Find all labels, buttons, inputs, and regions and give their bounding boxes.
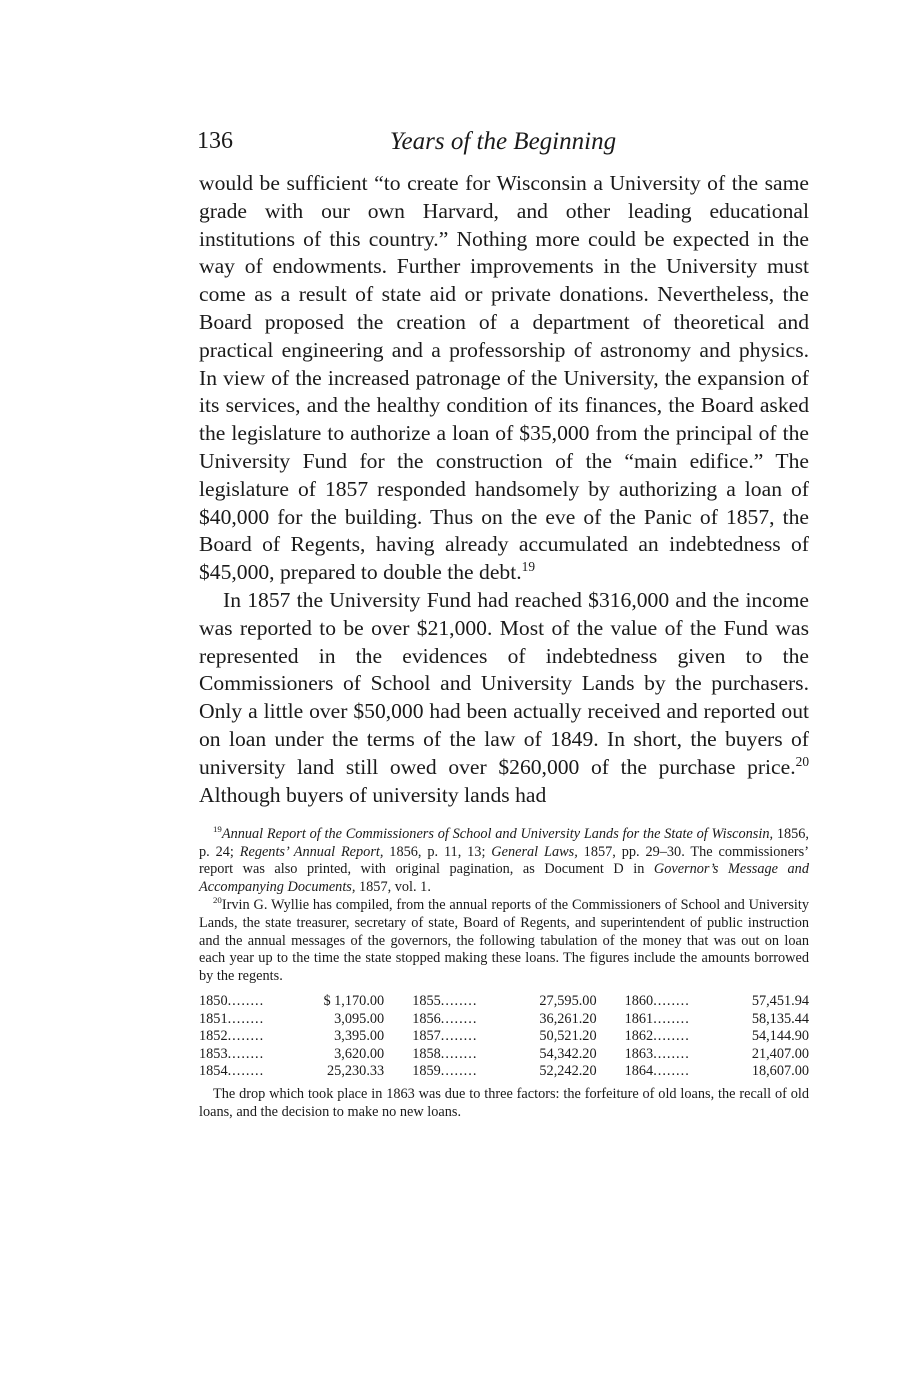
table-row xyxy=(199,1063,809,1080)
loan-amount: 27,595.00 xyxy=(539,993,597,1010)
loan-table xyxy=(199,993,809,1080)
page-number: 136 xyxy=(197,128,233,154)
leader-dots: ........ xyxy=(227,1028,265,1045)
loan-year: 1853 xyxy=(199,1045,228,1062)
footnote-20-closing: The drop which took place in 1863 was due to three factors: the forfeiture of old loans, the recall of old loans, and the decision to make no new loans. xyxy=(199,1086,809,1120)
loan-amount: 57,451.94 xyxy=(751,993,809,1010)
leader-dots: ........ xyxy=(653,1045,690,1062)
leader-dots: ........ xyxy=(227,1062,265,1079)
running-head: Years of the Beginning xyxy=(389,128,617,155)
leader-dots: ........ xyxy=(440,993,478,1010)
loan-year: 1858 xyxy=(412,1045,441,1062)
footnotes xyxy=(199,826,809,1122)
footnote-19 xyxy=(199,826,809,896)
fn19-text-8: 1857, vol. 1. xyxy=(355,878,431,895)
leader-dots: ........ xyxy=(653,1028,690,1045)
footnote-20-text: Irvin G. Wyllie has compiled, from the annual reports of the Commissioners of School and University Lands, the state treasurer, secretary of state, Board of Regents, and superintendent of public instruction and the annual messages of the governors, the following tabulation of the money that was out on loan each year up to the time the state stopped making these loans. The figures include the amounts borrowed by the regents. xyxy=(199,897,809,984)
footnote-19-number: 19 xyxy=(213,824,222,835)
loan-year: 1850 xyxy=(199,993,228,1010)
loan-amount: 58,135.44 xyxy=(751,1010,809,1027)
loan-amount: 3,395.00 xyxy=(334,1028,385,1045)
fn19-title-1: Annual Report of the Commissioners of School and University Lands for the State of Wisconsin, xyxy=(221,826,774,842)
loan-year: 1862 xyxy=(624,1028,654,1045)
page-header xyxy=(197,128,809,162)
leader-dots: ........ xyxy=(653,1010,690,1027)
fn19-text-6: 1857, pp. 29–30. The commissioners’ report was also printed, with original pagination, as Document D in xyxy=(199,843,810,878)
paragraph-2-tail: Although buyers of university lands had xyxy=(199,782,547,807)
leader-dots: ........ xyxy=(440,1062,478,1079)
leader-dots: ........ xyxy=(227,993,265,1010)
leader-dots: ........ xyxy=(653,993,690,1010)
paragraph-2-text: In 1857 the University Fund had reached $316,000 and the income was reported to be over $21,000. Most of the value of the Fund was represented in the evidences of indebtedness given to the Commissioners of School and University Lands by the purchasers. Only a little over $50,000 had been actually received and reported out on loan under the terms of the law of 1849. In short, the buyers of university land still owed over $260,000 of the purchase price. xyxy=(199,587,809,779)
loan-amount: $ 1,170.00 xyxy=(323,993,385,1010)
loan-amount: 21,407.00 xyxy=(751,1045,809,1062)
footnote-20 xyxy=(199,897,809,985)
loan-year: 1856 xyxy=(412,1010,441,1027)
loan-amount: 50,521.20 xyxy=(539,1028,597,1045)
fn19-text-4: 1856, p. 11, 13; xyxy=(383,843,492,860)
loan-year: 1851 xyxy=(199,1010,228,1027)
table-row xyxy=(199,1028,809,1045)
paragraph-1-text: would be sufficient “to create for Wisconsin a University of the same grade with our own Harvard, and other leading educational institutions of this country.” Nothing more could be expected in the way of endowments. Further improvements in the University must come as a result of state aid or private donations. Nevertheless, the Board proposed the creation of a department of theoretical and practical engineering and a professorship of astronomy and physics. In view of the increased patronage of the University, the expansion of its services, and the healthy condition of its finances, the Board asked the legislature to authorize a loan of $35,000 from the principal of the University Fund for the construction of the “main edifice.” The legislature of 1857 responded handsomely by authorizing a loan of $40,000 for the building. Thus on the eve of the Panic of 1857, the Board of Regents, having already accumulated an indebtedness of $45,000, prepared to double the debt. xyxy=(199,171,809,585)
loan-amount: 54,342.20 xyxy=(539,1045,597,1062)
fn19-text-2: 1856, p. 24; xyxy=(199,826,810,860)
loan-year: 1857 xyxy=(412,1028,441,1045)
loan-year: 1863 xyxy=(624,1045,654,1062)
leader-dots: ........ xyxy=(440,1028,478,1045)
loan-amount: 52,242.20 xyxy=(539,1062,597,1079)
table-row xyxy=(199,1046,809,1063)
paragraph-1 xyxy=(199,170,809,587)
loan-amount: 36,261.20 xyxy=(539,1010,597,1027)
fn19-title-7: Governor’s Message and Accompanying Documents, xyxy=(199,861,809,895)
fn19-title-5: General Laws, xyxy=(491,843,578,860)
table-row xyxy=(199,993,809,1010)
loan-amount: 54,144.90 xyxy=(751,1028,809,1045)
leader-dots: ........ xyxy=(227,1010,265,1027)
table-row xyxy=(199,1011,809,1028)
loan-year: 1852 xyxy=(199,1028,228,1045)
loan-year: 1860 xyxy=(624,993,654,1010)
footnote-ref-19: 19 xyxy=(521,558,535,574)
paragraph-2 xyxy=(199,587,809,809)
loan-amount: 3,095.00 xyxy=(334,1010,385,1027)
loan-year: 1859 xyxy=(412,1062,441,1079)
loan-year: 1864 xyxy=(624,1062,654,1079)
body-text xyxy=(199,170,809,809)
footnote-20-number: 20 xyxy=(213,895,222,906)
loan-amount: 18,607.00 xyxy=(751,1062,809,1079)
loan-amount: 25,230.33 xyxy=(327,1062,385,1079)
leader-dots: ........ xyxy=(440,1010,478,1027)
leader-dots: ........ xyxy=(653,1062,690,1079)
loan-year: 1861 xyxy=(624,1010,654,1027)
loan-year: 1854 xyxy=(199,1062,228,1079)
loan-year: 1855 xyxy=(412,993,441,1010)
footnote-ref-20: 20 xyxy=(795,753,809,769)
leader-dots: ........ xyxy=(440,1045,478,1062)
fn19-title-3: Regents’ Annual Report, xyxy=(239,843,384,860)
leader-dots: ........ xyxy=(227,1045,265,1062)
loan-amount: 3,620.00 xyxy=(334,1045,385,1062)
